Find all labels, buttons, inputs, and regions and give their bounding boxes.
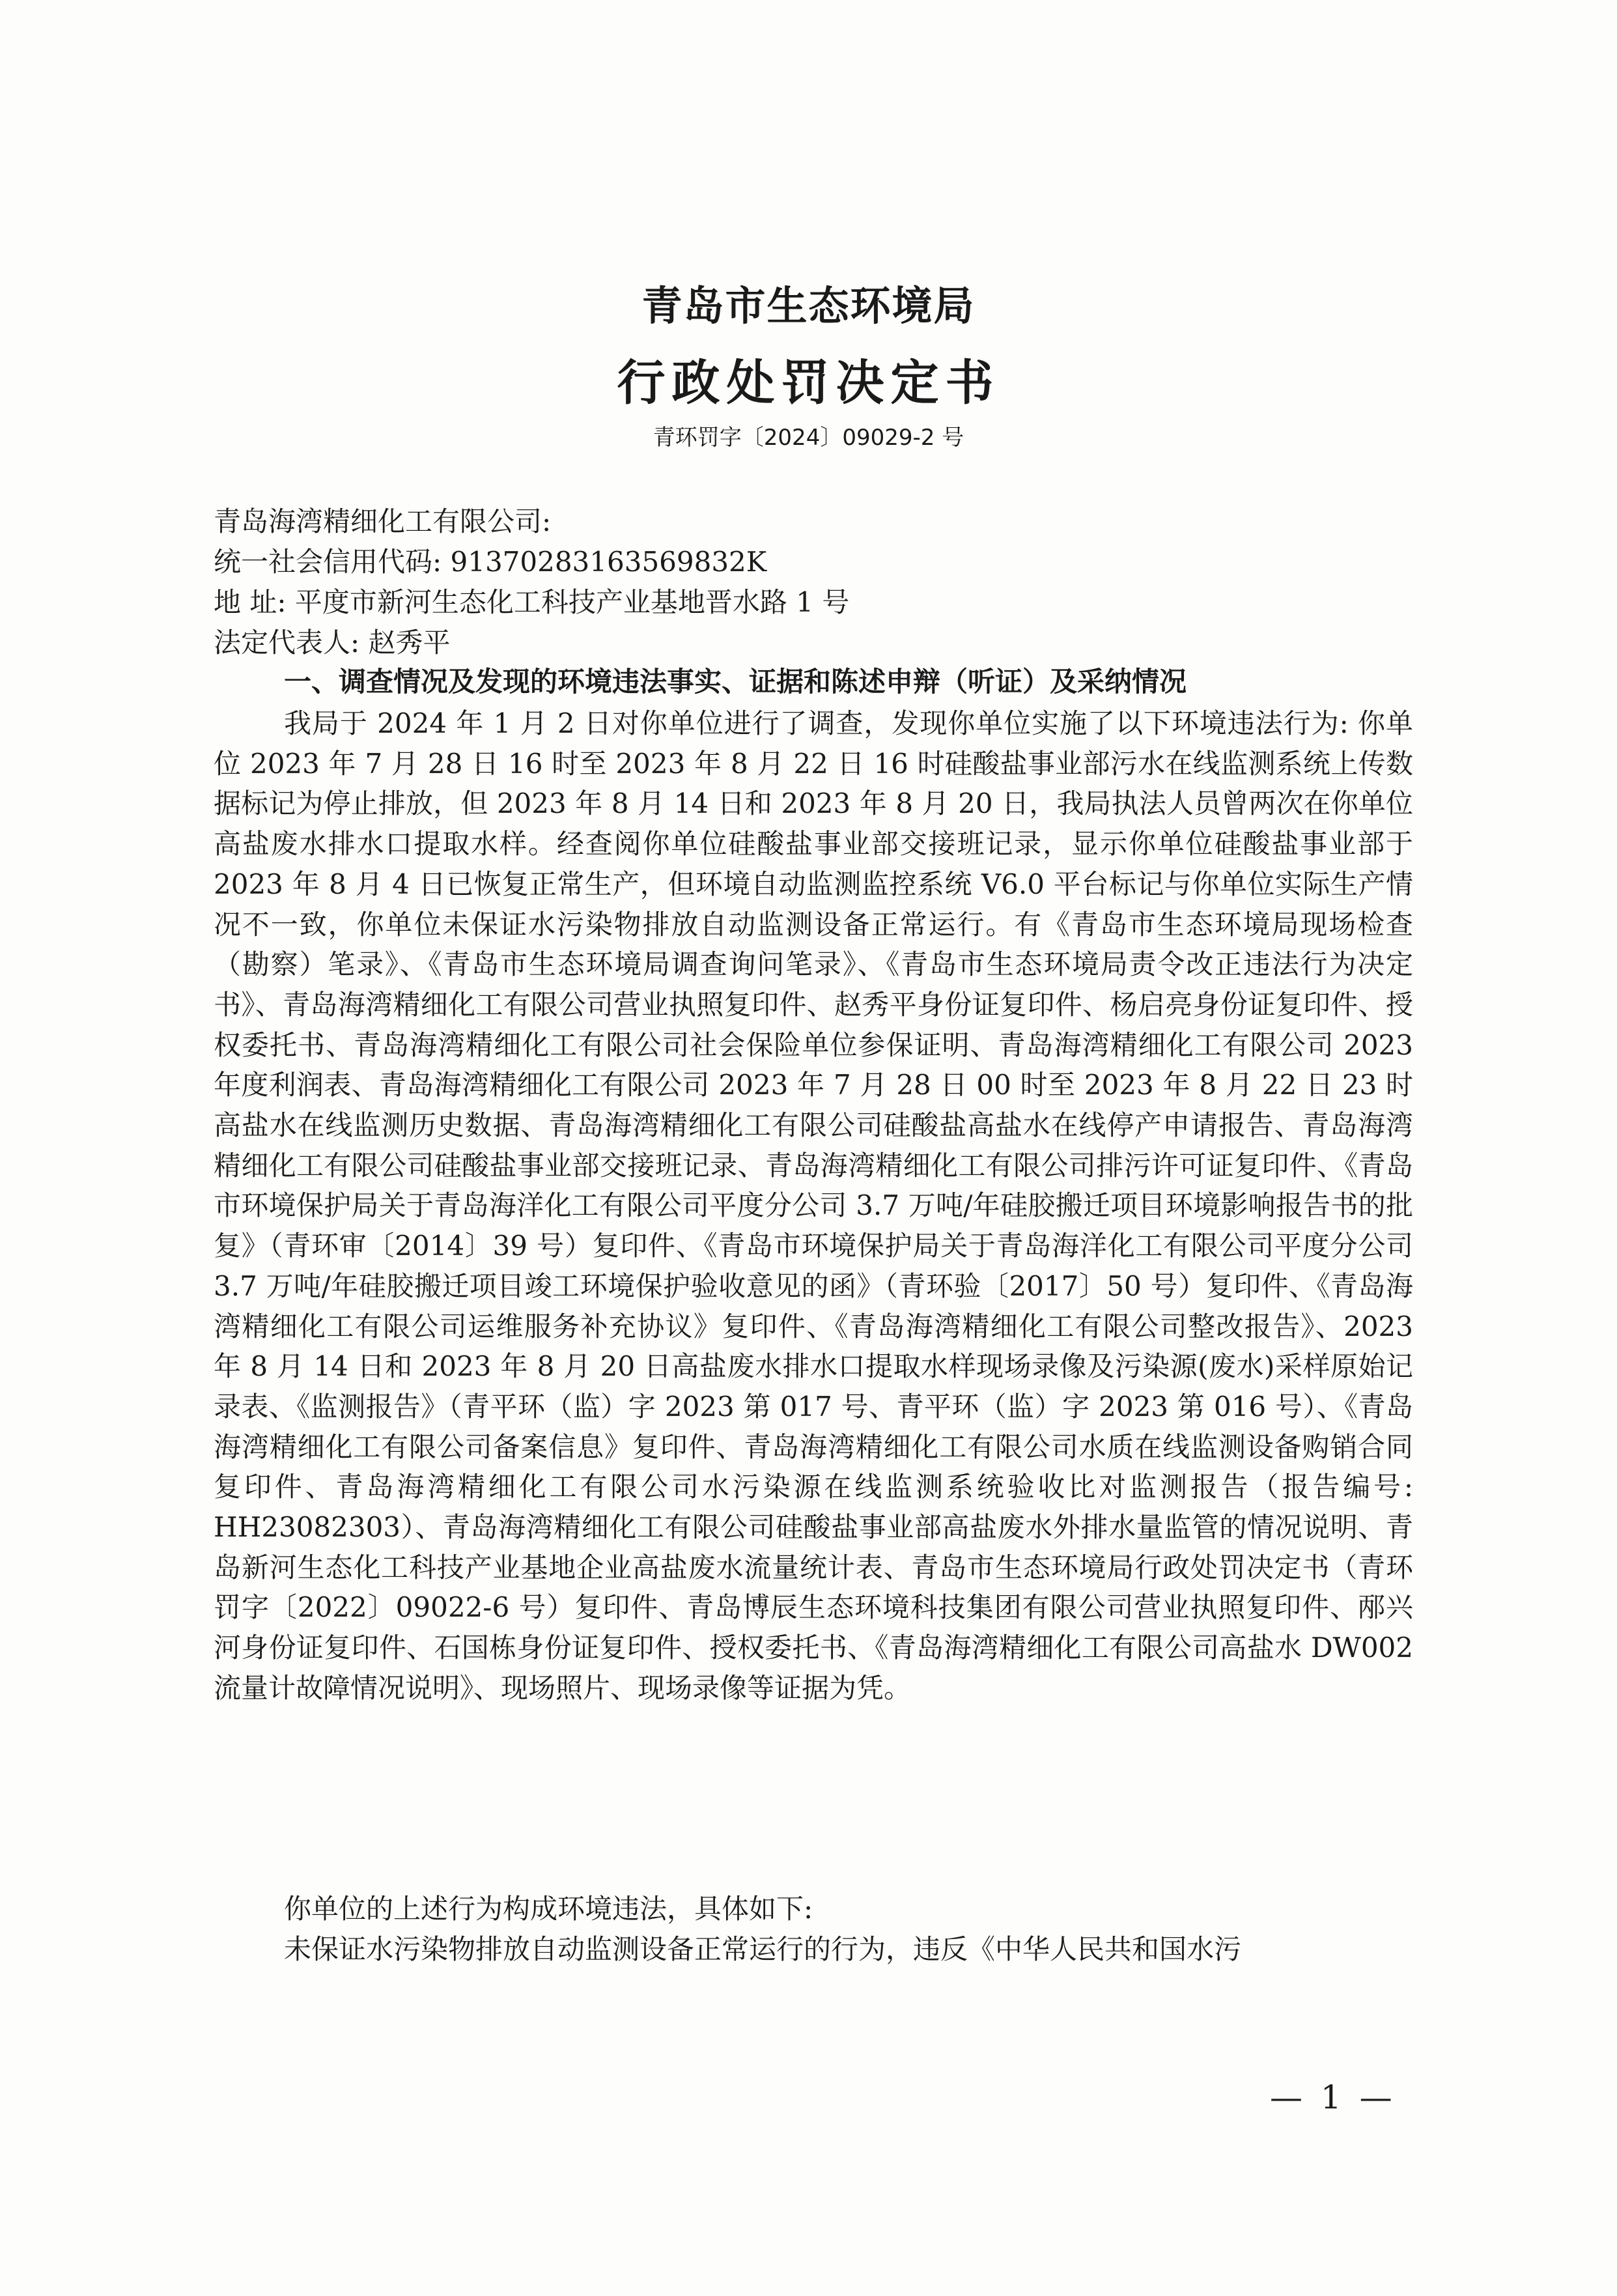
company-address: 地 址: 平度市新河生态化工科技产业基地晋水路 1 号	[214, 586, 850, 618]
page-number: — 1 —	[1270, 2078, 1396, 2116]
violation-summary-paragraph: 你单位的上述行为构成环境违法，具体如下:	[284, 1893, 813, 1925]
legal-representative: 法定代表人: 赵秀平	[214, 627, 451, 659]
addressee-company: 青岛海湾精细化工有限公司:	[214, 505, 552, 537]
investigation-paragraph: 我局于 2024 年 1 月 2 日对你单位进行了调查，发现你单位实施了以下环境违法行为: 你单位 2023 年 7 月 28 日 16 时至 2023 年 8 月 22 日 16 时硅酸盐事业部污水在线监测系统上传数据标记为停止排放，但 2023 年 8 月 14 日和 2023 年 8 月 20 日，我局执法人员曾两次在你单位高盐废水排水口提取水样。经查阅你单位硅酸盐事业部交接班记录，显示你单位硅酸盐事业部于 2023 年 8 月 4 日已恢复正常生产，但环境自动监测监控系统 V6.0 平台标记与你单位实际生产情况不一致，你单位未保证水污染物排放自动监测设备正常运行。有《青岛市生态环境局现场检查（勘察）笔录》、《青岛市生态环境局调查询问笔录》、《青岛市生态环境局责令改正违法行为决定书》、青岛海湾精细化工有限公司营业执照复印件、赵秀平身份证复印件、杨启亮身份证复印件、授权委托书、青岛海湾精细化工有限公司社会保险单位参保证明、青岛海湾精细化工有限公司 2023 年度利润表、青岛海湾精细化工有限公司 2023 年 7 月 28 日 00 时至 2023 年 8 月 22 日 23 时高盐水在线监测历史数据、青岛海湾精细化工有限公司硅酸盐高盐水在线停产申请报告、青岛海湾精细化工有限公司硅酸盐事业部交接班记录、青岛海湾精细化工有限公司排污许可证复印件、《青岛市环境保护局关于青岛海洋化工有限公司平度分公司 3.7 万吨/年硅胶搬迁项目环境影响报告书的批复》（青环审〔2014〕39 号）复印件、《青岛市环境保护局关于青岛海洋化工有限公司平度分公司 3.7 万吨/年硅胶搬迁项目竣工环境保护验收意见的函》（青环验〔2017〕50 号）复印件、《青岛海湾精细化工有限公司运维服务补充协议》复印件、《青岛海湾精细化工有限公司整改报告》、2023 年 8 月 14 日和 2023 年 8 月 20 日高盐废水排水口提取水样现场录像及污染源(废水)采样原始记录表、《监测报告》（青平环（监）字 2023 第 017 号、青平环（监）字 2023 第 016 号）、《青岛海湾精细化工有限公司备案信息》复印件、青岛海湾精细化工有限公司水质在线监测设备购销合同复印件、青岛海湾精细化工有限公司水污染源在线监测系统验收比对监测报告（报告编号: HH23082303）、青岛海湾精细化工有限公司硅酸盐事业部高盐废水外排水量监管的情况说明、青岛新河生态化工科技产业基地企业高盐废水流量统计表、青岛市生态环境局行政处罚决定书（青环罚字〔2022〕09022-6 号）复印件、青岛博辰生态环境科技集团有限公司营业执照复印件、邴兴河身份证复印件、石国栋身份证复印件、授权委托书、《青岛海湾精细化工有限公司高盐水 DW002 流量计故障情况说明》、现场照片、现场录像等证据为凭。	[214, 707, 1413, 1704]
violation-detail-paragraph: 未保证水污染物排放自动监测设备正常运行的行为，违反《中华人民共和国水污	[284, 1933, 1242, 1965]
document-title: 行政处罚决定书	[617, 355, 1000, 411]
section-heading: 一、调查情况及发现的环境违法事实、证据和陈述申辩（听证）及采纳情况	[284, 666, 1187, 698]
issuing-organization: 青岛市生态环境局	[641, 282, 976, 330]
document-number: 青环罚字〔2024〕09029-2 号	[653, 425, 964, 451]
credit-code: 统一社会信用代码: 91370283163569832K	[214, 546, 767, 578]
